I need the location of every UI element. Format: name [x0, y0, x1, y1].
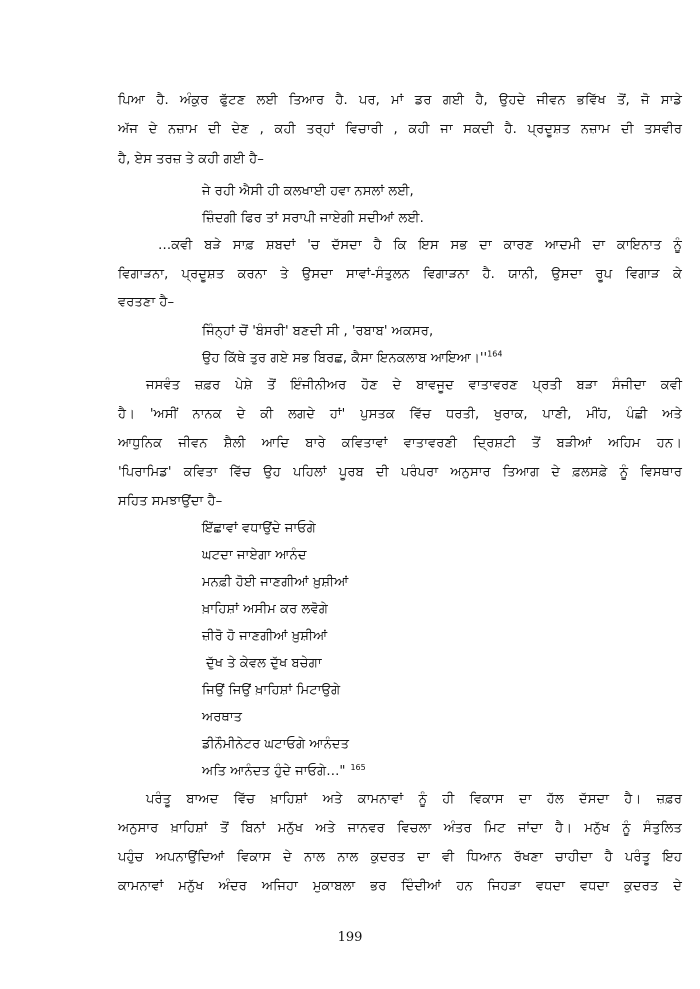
footnote-marker: 165: [350, 762, 366, 772]
text-line: ਜਸਵੰਤ ਜ਼ਫ਼ਰ ਪੇਸ਼ੇ ਤੋਂ ਇੰਜੀਨੀਅਰ ਹੋਣ ਦੇ ਬਾਵਜੂਦ ਵਾਤਾਵਰਣ ਪ੍ਰਤੀ ਬੜਾ ਸੰਜੀਦਾ ਕਵੀ: [146, 378, 682, 393]
text-line: 'ਪਿਰਾਮਿਡ' ਕਵਿਤਾ ਵਿੱਚ ਉਹ ਪਹਿਲਾਂ ਪੂਰਬ ਦੀ ਪਰੰਪਰਾ ਅਨੁਸਾਰ ਤਿਆਗ ਦੇ ਫ਼ਲਸਫ਼ੇ ਨੂੰ ਵਿਸਥਾਰ: [118, 465, 682, 480]
verse-line: ਜ਼ੀਰੋ ਹੋ ਜਾਣਗੀਆਂ ਖ਼ੁਸ਼ੀਆਂ: [202, 629, 328, 644]
footnote-marker: 164: [487, 349, 503, 359]
text-line: ਅੱਜ ਦੇ ਨਜ਼ਾਮ ਦੀ ਦੇਣ , ਕਹੀ ਤਰ੍ਹਾਂ ਵਿਚਾਰੀ , ਕਹੀ ਜਾ ਸਕਦੀ ਹੈ. ਪ੍ਰਦੂਸ਼ਤ ਨਜ਼ਾਮ ਦੀ ਤਸਵੀਰ: [118, 122, 682, 137]
verse-text: ਉਹ ਕਿੱਥੇ ਤੁਰ ਗਏ ਸਭ ਬਿਰਛ, ਕੈਸਾ ਇਨਕਲਾਬ ਆਇਆ।'': [202, 351, 488, 366]
text-line: ਵਿਗਾੜਨਾ, ਪ੍ਰਦੂਸ਼ਤ ਕਰਨਾ ਤੇ ਉਸਦਾ ਸਾਵਾਂ-ਸੰਤੁਲਨ ਵਿਗਾੜਨਾ ਹੈ. ਯਾਨੀ, ਉਸਦਾ ਰੂਪ ਵਿਗਾੜ ਕੇ: [118, 267, 682, 282]
text-line: …ਕਵੀ ਬੜੇ ਸਾਫ਼ ਸ਼ਬਦਾਂ 'ਚ ਦੱਸਦਾ ਹੈ ਕਿ ਇਸ ਸਭ ਦਾ ਕਾਰਣ ਆਦਮੀ ਦਾ ਕਾਇਨਾਤ ਨੂੰ: [158, 238, 682, 253]
verse-line: ਖ਼ਾਹਿਸ਼ਾਂ ਅਸੀਮ ਕਰ ਲਵੋਗੇ: [202, 602, 328, 617]
verse-line: ਦੁੱਖ ਤੇ ਕੇਵਲ ਦੁੱਖ ਬਚੇਗਾ: [206, 656, 322, 671]
verse-line: ਜਿਉਂ ਜਿਉਂ ਖ਼ਾਹਿਸ਼ਾਂ ਮਿਟਾਉਗੇ: [202, 683, 341, 698]
text-line: ਹੈ, ਏਸ ਤਰਜ਼ ਤੇ ਕਹੀ ਗਈ ਹੈ–: [118, 152, 264, 167]
text-line: ਹੈ। 'ਅਸੀਂ ਨਾਨਕ ਦੇ ਕੀ ਲਗਦੇ ਹਾਂ' ਪੁਸਤਕ ਵਿੱਚ ਧਰਤੀ, ਖੁਰਾਕ, ਪਾਣੀ, ਮੀਂਹ, ਪੰਛੀ ਅਤੇ: [118, 407, 682, 422]
page-number: 199: [337, 930, 363, 945]
verse-line: ਘਟਦਾ ਜਾਏਗਾ ਆਨੰਦ: [202, 548, 307, 563]
text-line: ਵਰਤਣਾ ਹੈ–: [118, 295, 175, 310]
text-line: ਪਰੰਤੂ ਬਾਅਦ ਵਿੱਚ ਖ਼ਾਹਿਸ਼ਾਂ ਅਤੇ ਕਾਮਨਾਵਾਂ ਨੂੰ ਹੀ ਵਿਕਾਸ ਦਾ ਹੱਲ ਦੱਸਦਾ ਹੈ। ਜ਼ਫ਼ਰ: [146, 792, 682, 807]
verse-line: ਡੀਨੌਮੀਨੇਟਰ ਘਟਾਓਗੇ ਆਨੰਦਤ: [202, 737, 350, 752]
text-line: ਪਹੁੰਚ ਅਪਨਾਉਂਦਿਆਂ ਵਿਕਾਸ ਦੇ ਨਾਲ ਨਾਲ ਕੁਦਰਤ ਦਾ ਵੀ ਧਿਆਨ ਰੱਖਣਾ ਚਾਹੀਦਾ ਹੈ ਪਰੰਤੂ ਇਹ: [118, 850, 682, 865]
verse-line: [202, 763, 366, 781]
verse-line: ਮਨਫ਼ੀ ਹੋਈ ਜਾਣਗੀਆਂ ਖ਼ੁਸ਼ੀਆਂ: [202, 575, 349, 590]
verse-line: ਜ਼ਿੰਦਗੀ ਫਿਰ ਤਾਂ ਸਰਾਪੀ ਜਾਏਗੀ ਸਦੀਆਂ ਲਈ.: [202, 211, 424, 226]
verse-line: [202, 350, 502, 368]
text-line: ਅਨੁਸਾਰ ਖ਼ਾਹਿਸ਼ਾਂ ਤੋਂ ਬਿਨਾਂ ਮਨੁੱਖ ਅਤੇ ਜਾਨਵਰ ਵਿਚਲਾ ਅੰਤਰ ਮਿਟ ਜਾਂਦਾ ਹੈ। ਮਨੁੱਖ ਨੂੰ ਸੰਤੁਲਿਤ: [118, 821, 682, 836]
verse-line: ਇੱਛਾਵਾਂ ਵਧਾਉਂਦੇ ਜਾਓਗੇ: [202, 521, 316, 536]
text-line: ਪਿਆ ਹੈ. ਅੰਕੁਰ ਫੁੱਟਣ ਲਈ ਤਿਆਰ ਹੈ. ਪਰ, ਮਾਂ ਡਰ ਗਈ ਹੈ, ਉਹਦੇ ਜੀਵਨ ਭਵਿੱਖ ਤੋਂ, ਜੋ ਸਾਡੇ: [118, 93, 682, 108]
verse-line: ਜੇ ਰਹੀ ਐਸੀ ਹੀ ਕਲਖਾਈ ਹਵਾ ਨਸਲਾਂ ਲਈ,: [202, 184, 414, 199]
verse-line: ਅਰਥਾਤ: [202, 710, 243, 725]
verse-line: ਜਿੰਨ੍ਹਾਂ ਚੋਂ 'ਬੰਸਰੀ' ਬਣਦੀ ਸੀ , 'ਰਬਾਬ' ਅਕਸਰ,: [202, 324, 434, 339]
verse-text: ਅਤਿ ਆਨੰਦਤ ਹੁੰਦੇ ਜਾਓਗੇ…": [202, 764, 346, 779]
text-line: ਕਾਮਨਾਵਾਂ ਮਨੁੱਖ ਅੰਦਰ ਅਜਿਹਾ ਮੁਕਾਬਲਾ ਭਰ ਦਿੰਦੀਆਂ ਹਨ ਜਿਹੜਾ ਵਧਦਾ ਵਧਦਾ ਕੁਦਰਤ ਦੇ: [118, 879, 682, 894]
text-line: ਆਧੁਨਿਕ ਜੀਵਨ ਸ਼ੈਲੀ ਆਦਿ ਬਾਰੇ ਕਵਿਤਾਵਾਂ ਵਾਤਾਵਰਣੀ ਦ੍ਰਿਸ਼ਟੀ ਤੋਂ ਬੜੀਆਂ ਅਹਿਮ ਹਨ।: [118, 436, 682, 451]
text-line: ਸਹਿਤ ਸਮਝਾਉਂਦਾ ਹੈ–: [118, 494, 223, 509]
